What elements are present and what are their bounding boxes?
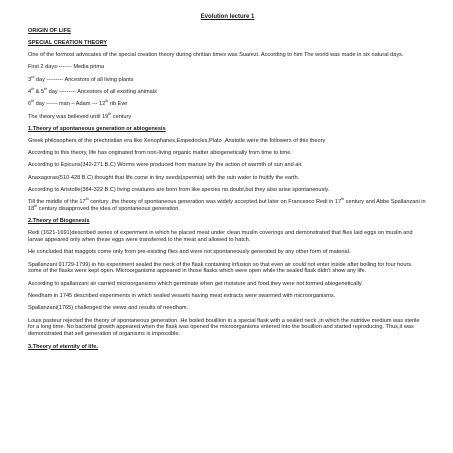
heading-spontaneous-generation: 1.Theory of spontaneous generation or abiogenesis — [28, 125, 166, 132]
para-special-creation: One of the formost advocates of the special creation theory during chritian times was Suarezi. According to him The world was made in six natural days. — [28, 51, 404, 58]
para-spallanzani-air: According to spallanzani air carried microorganisms which germinate when get moisture and food.they were not formed abiogenetically. — [28, 280, 363, 287]
para-spallanzani-challenge: Spallanzani(1765) challenged the views and results of needham. — [28, 305, 189, 312]
para-aristotle: According to Aristotle(384-322 B.C) living creatures are born from like species no doubt,but they also arise spontaneously. — [28, 186, 330, 193]
heading-special-creation: SPECIAL CREATION THEORY — [28, 40, 108, 47]
line-day-1-2: First 2 days-------- Media prima — [28, 64, 105, 71]
para-needham: Needham in 1745 described experiments in which sealed vessels having meat extracts were swarmed with microorganisms. — [28, 293, 336, 299]
line-day-6: 6th day ------ man – Adam --- 12th rib Eve — [28, 99, 128, 108]
para-accord: According to this theory, life has originated from non-living organic matter abiogenetically from time to time. — [28, 149, 292, 156]
para-spallanzani: Spallanzani 91729-1799) in his experiment sealed the neck of the flask containing infusion so that even air could not enter inside after boiling for four hours. some of the flasks were kept open. Microorganisms appeared in those flasks which were open while the sealed flask didn't show any life. — [28, 261, 413, 275]
line-day-3: 3rd day --------- Ancestors of all living plants — [28, 74, 134, 83]
line-belief: The theory was believed until 19th century — [28, 111, 132, 120]
para-anaxagoras: Anaxagoras(510-428 B.C) thought that life come in tiny seeds(spermia) with the rain water to fruitify the earth. — [28, 174, 300, 181]
doc-title: Evolution lecture 1 — [200, 14, 255, 20]
line-day-4-5: 4th & 5th day --------- Ancestors of all existing animals — [28, 87, 157, 95]
para-conclusion: He concluded that maggots come only from pre-existing flies and were not spontaneously generated by any other form of material. — [28, 249, 351, 256]
para-epicuris: According to Epicuris(342-271.B.C) Worms were produced from manure by the action of warmth of sun and air. — [28, 162, 303, 169]
para-till-middle: Till the middle of the 17th century ,the theory of spontaneous generation was widely accepted.but later on Francesco Redi in 17th century and Abbe Spallanzani in 18th century disapproved the idea of spontaneous generation. — [28, 197, 426, 212]
heading-eternity-of-life: 3.Theory of eternity of life. — [28, 343, 98, 350]
para-greek: Greek philosophers of the prechristian era like Xenophanes,Empedocles,Plato ,Aristotle were the followers of this theory — [28, 137, 326, 144]
heading-biogenesis: 2.Theory of Biogenesis — [28, 218, 90, 225]
para-redi: Redi (1621-1691)described series of experiment in which he placed meat under clean muslin coverings and demonstrated that flies laid eggs on muslin and larvae appeared only when these eggs were transferred to the meat and allowed to hatch. — [28, 230, 413, 243]
heading-origin-of-life: ORIGIN OF LIFE — [28, 28, 71, 35]
para-pasteur: Louis pasteur rejected the theory of spontaneous generation. He boiled bouillion in a special flask with a sealed neck ,in which the nutritive medium was sterile for a long time. No bacterial growth appeared.when the flask was opened the microorganisms entered into the bouillion and started reproducing. Thus,it was demonstrated that self generation of organisms is impossible. — [28, 317, 420, 338]
